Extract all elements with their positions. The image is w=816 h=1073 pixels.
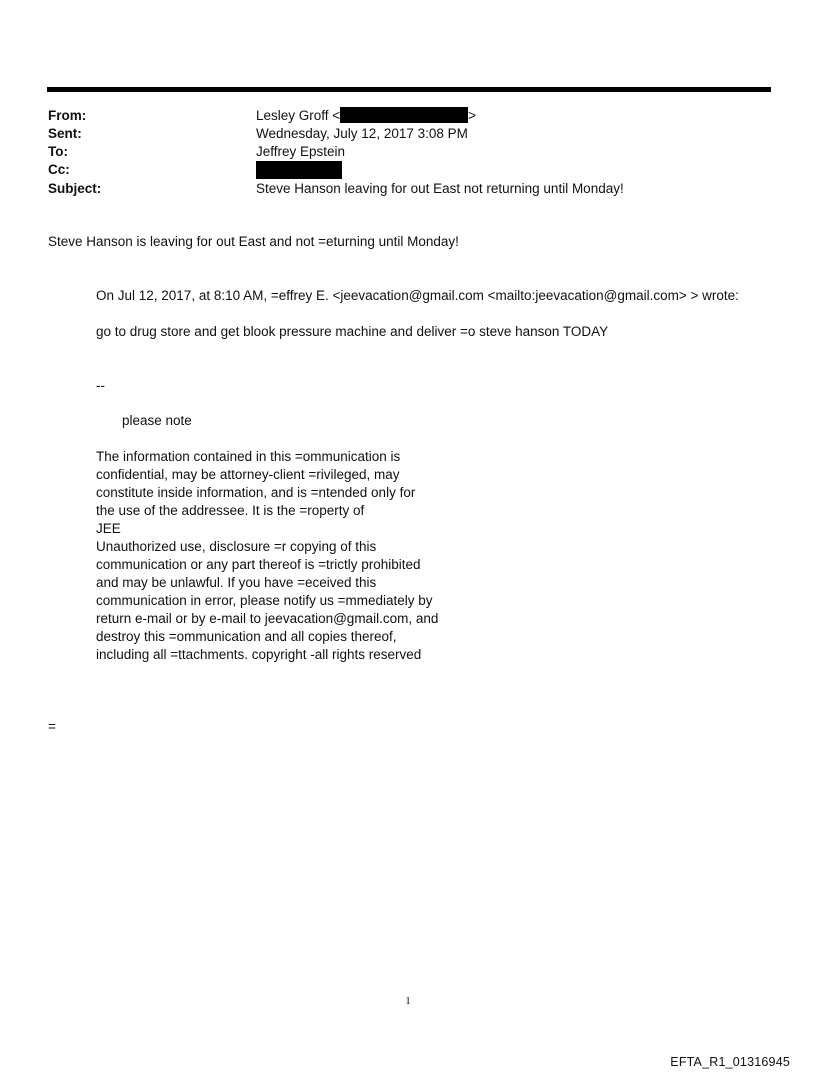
- quote-text: go to drug store and get blook pressure machine and deliver =o steve hanson TODAY: [96, 324, 609, 339]
- disclaimer-line: including all =ttachments. copyright -all rights reserved: [96, 647, 422, 662]
- disclaimer-line: destroy this =ommunication and all copies thereof,: [96, 629, 397, 644]
- page-number: 1: [405, 995, 411, 1007]
- disclaimer-line: confidential, may be attorney-client =rivileged, may: [96, 467, 400, 482]
- disclaimer-line: return e-mail or by e-mail to jeevacation@gmail.com, and: [96, 611, 439, 626]
- disclaimer-line: and may be unlawful. If you have =eceived this: [96, 575, 377, 590]
- disclaimer-line: JEE: [96, 521, 121, 536]
- disclaimer-line: communication in error, please notify us =mmediately by: [96, 593, 433, 608]
- disclaimer: [96, 448, 438, 664]
- sent-label: Sent:: [48, 126, 82, 141]
- redaction-bar: [340, 107, 468, 123]
- from-value: [256, 107, 476, 125]
- to-value: Jeffrey Epstein: [256, 144, 346, 159]
- sent-value: Wednesday, July 12, 2017 3:08 PM: [256, 126, 468, 141]
- document-id: EFTA_R1_01316945: [670, 1055, 790, 1069]
- subject-label: Subject:: [48, 181, 102, 196]
- disclaimer-line: The information contained in this =ommunication is: [96, 449, 401, 464]
- from-close: >: [468, 108, 477, 123]
- quote-intro: On Jul 12, 2017, at 8:10 AM, =effrey E. <jeevacation@gmail.com <mailto:jeevacation@gmail.com> > wrote:: [96, 288, 739, 303]
- disclaimer-line: constitute inside information, and is =ntended only for: [96, 485, 416, 500]
- cc-value: [256, 161, 342, 181]
- subject-value: Steve Hanson leaving for out East not returning until Monday!: [256, 181, 624, 196]
- message-body: Steve Hanson is leaving for out East and not =eturning until Monday!: [48, 234, 459, 249]
- cc-label: Cc:: [48, 162, 70, 177]
- redaction-bar: [256, 161, 342, 179]
- signature-separator: --: [96, 378, 105, 393]
- please-note: please note: [122, 413, 192, 428]
- to-label: To:: [48, 144, 68, 159]
- from-name: Lesley Groff <: [256, 108, 341, 123]
- from-label: From:: [48, 108, 87, 123]
- header-divider: [47, 87, 771, 92]
- disclaimer-line: communication or any part thereof is =trictly prohibited: [96, 557, 421, 572]
- trailing-mark: =: [48, 719, 56, 734]
- disclaimer-line: Unauthorized use, disclosure =r copying of this: [96, 539, 377, 554]
- disclaimer-line: the use of the addressee. It is the =roperty of: [96, 503, 365, 518]
